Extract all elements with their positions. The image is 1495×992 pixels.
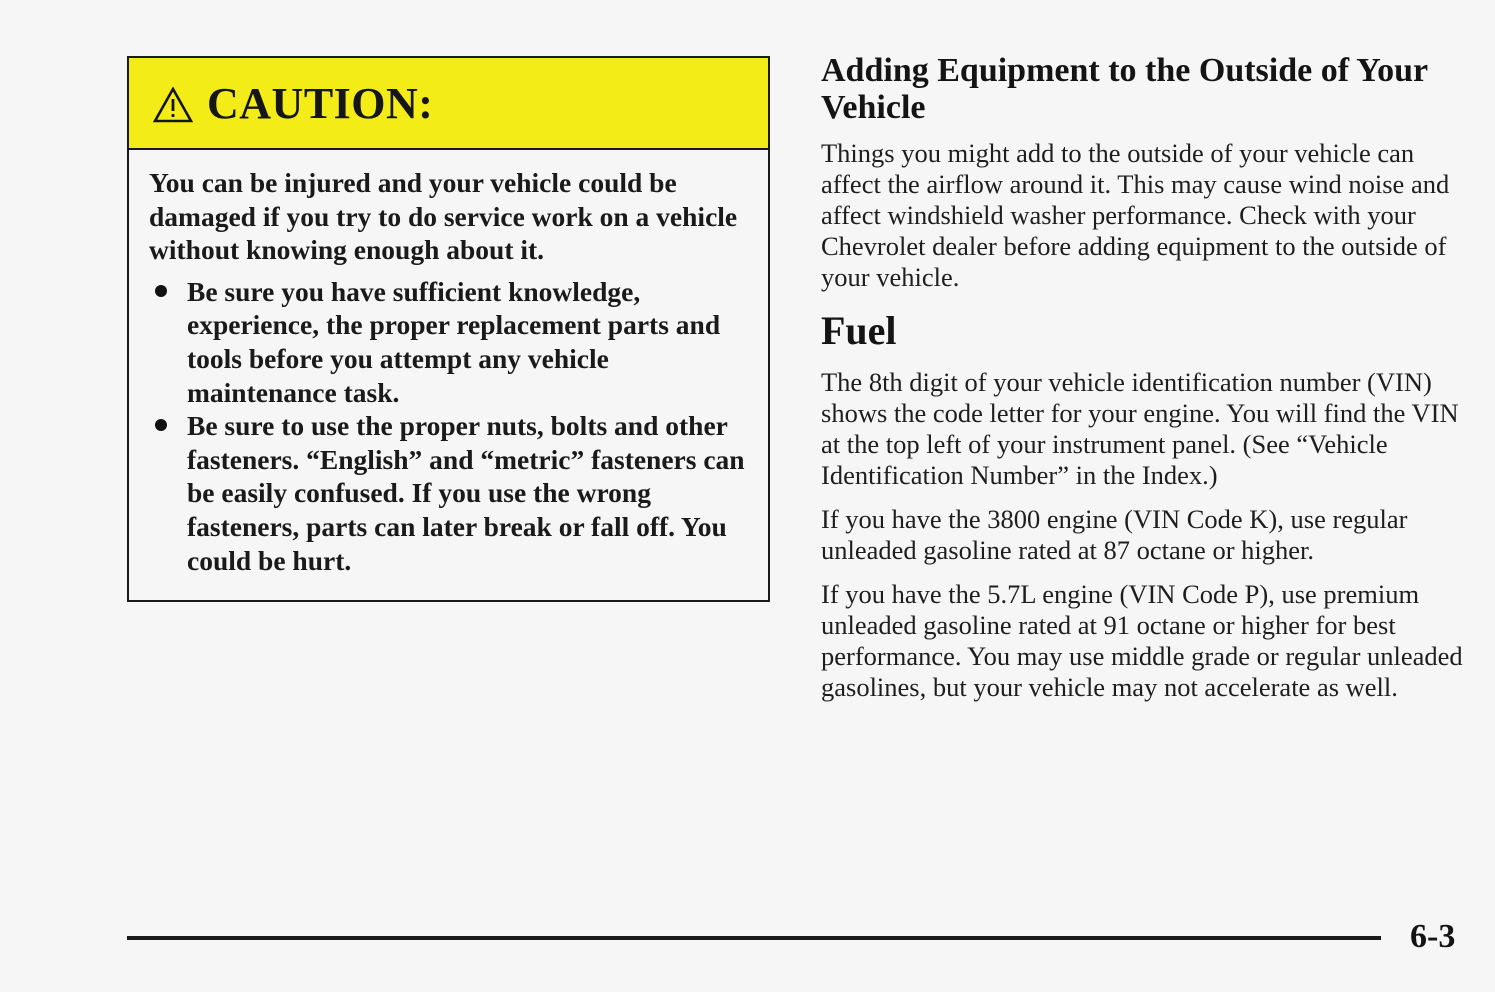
fuel-paragraph: If you have the 3800 engine (VIN Code K), use regular unleaded gasoline rated at 87 octane or higher.	[821, 504, 1408, 565]
caution-intro: You can be injured and your vehicle could be damaged if you try to do service work on a vehicle without knowing enough about it.	[149, 167, 738, 266]
caution-title: CAUTION:	[207, 78, 434, 128]
right-column	[821, 52, 1471, 716]
adding-equipment-heading: Adding Equipment to the Outside of Your Vehicle	[821, 52, 1428, 126]
caution-bullet-text: Be sure you have sufficient knowledge, experience, the proper replacement parts and tools before you attempt any vehicle maintenance task.	[187, 275, 721, 408]
caution-box	[127, 56, 770, 602]
caution-list	[149, 275, 748, 577]
caution-list-item	[149, 275, 748, 409]
caution-bullet-text: Be sure to use the proper nuts, bolts and other fasteners. “English” and “metric” fasteners can be easily confused. If you use the wrong fasteners, parts can later break or fall off. You could be hurt.	[187, 410, 745, 576]
adding-equipment-text: Things you might add to the outside of your vehicle can affect the airflow around it. This may cause wind noise and affect windshield washer performance. Check with your Chevrolet dealer before adding equipment to the outside of your vehicle.	[821, 138, 1450, 292]
warning-triangle-icon	[153, 87, 193, 123]
fuel-paragraph: The 8th digit of your vehicle identification number (VIN) shows the code letter for your engine. You will find the VIN at the top left of your instrument panel. (See “Vehicle Identification Number” in the Index.)	[821, 367, 1459, 490]
bullet-icon	[155, 285, 167, 297]
fuel-paragraph: If you have the 5.7L engine (VIN Code P), use premium unleaded gasoline rated at 91 octane or higher for best performance. You may use middle grade or regular unleaded gasolines, but your vehicle may not accelerate as well.	[821, 579, 1463, 702]
footer-rule	[127, 936, 1381, 940]
page-number: 6-3	[1410, 918, 1456, 955]
caution-header	[129, 58, 768, 150]
bullet-icon	[155, 419, 167, 431]
caution-list-item	[149, 409, 748, 577]
fuel-heading: Fuel	[821, 308, 897, 353]
caution-body	[129, 150, 768, 577]
